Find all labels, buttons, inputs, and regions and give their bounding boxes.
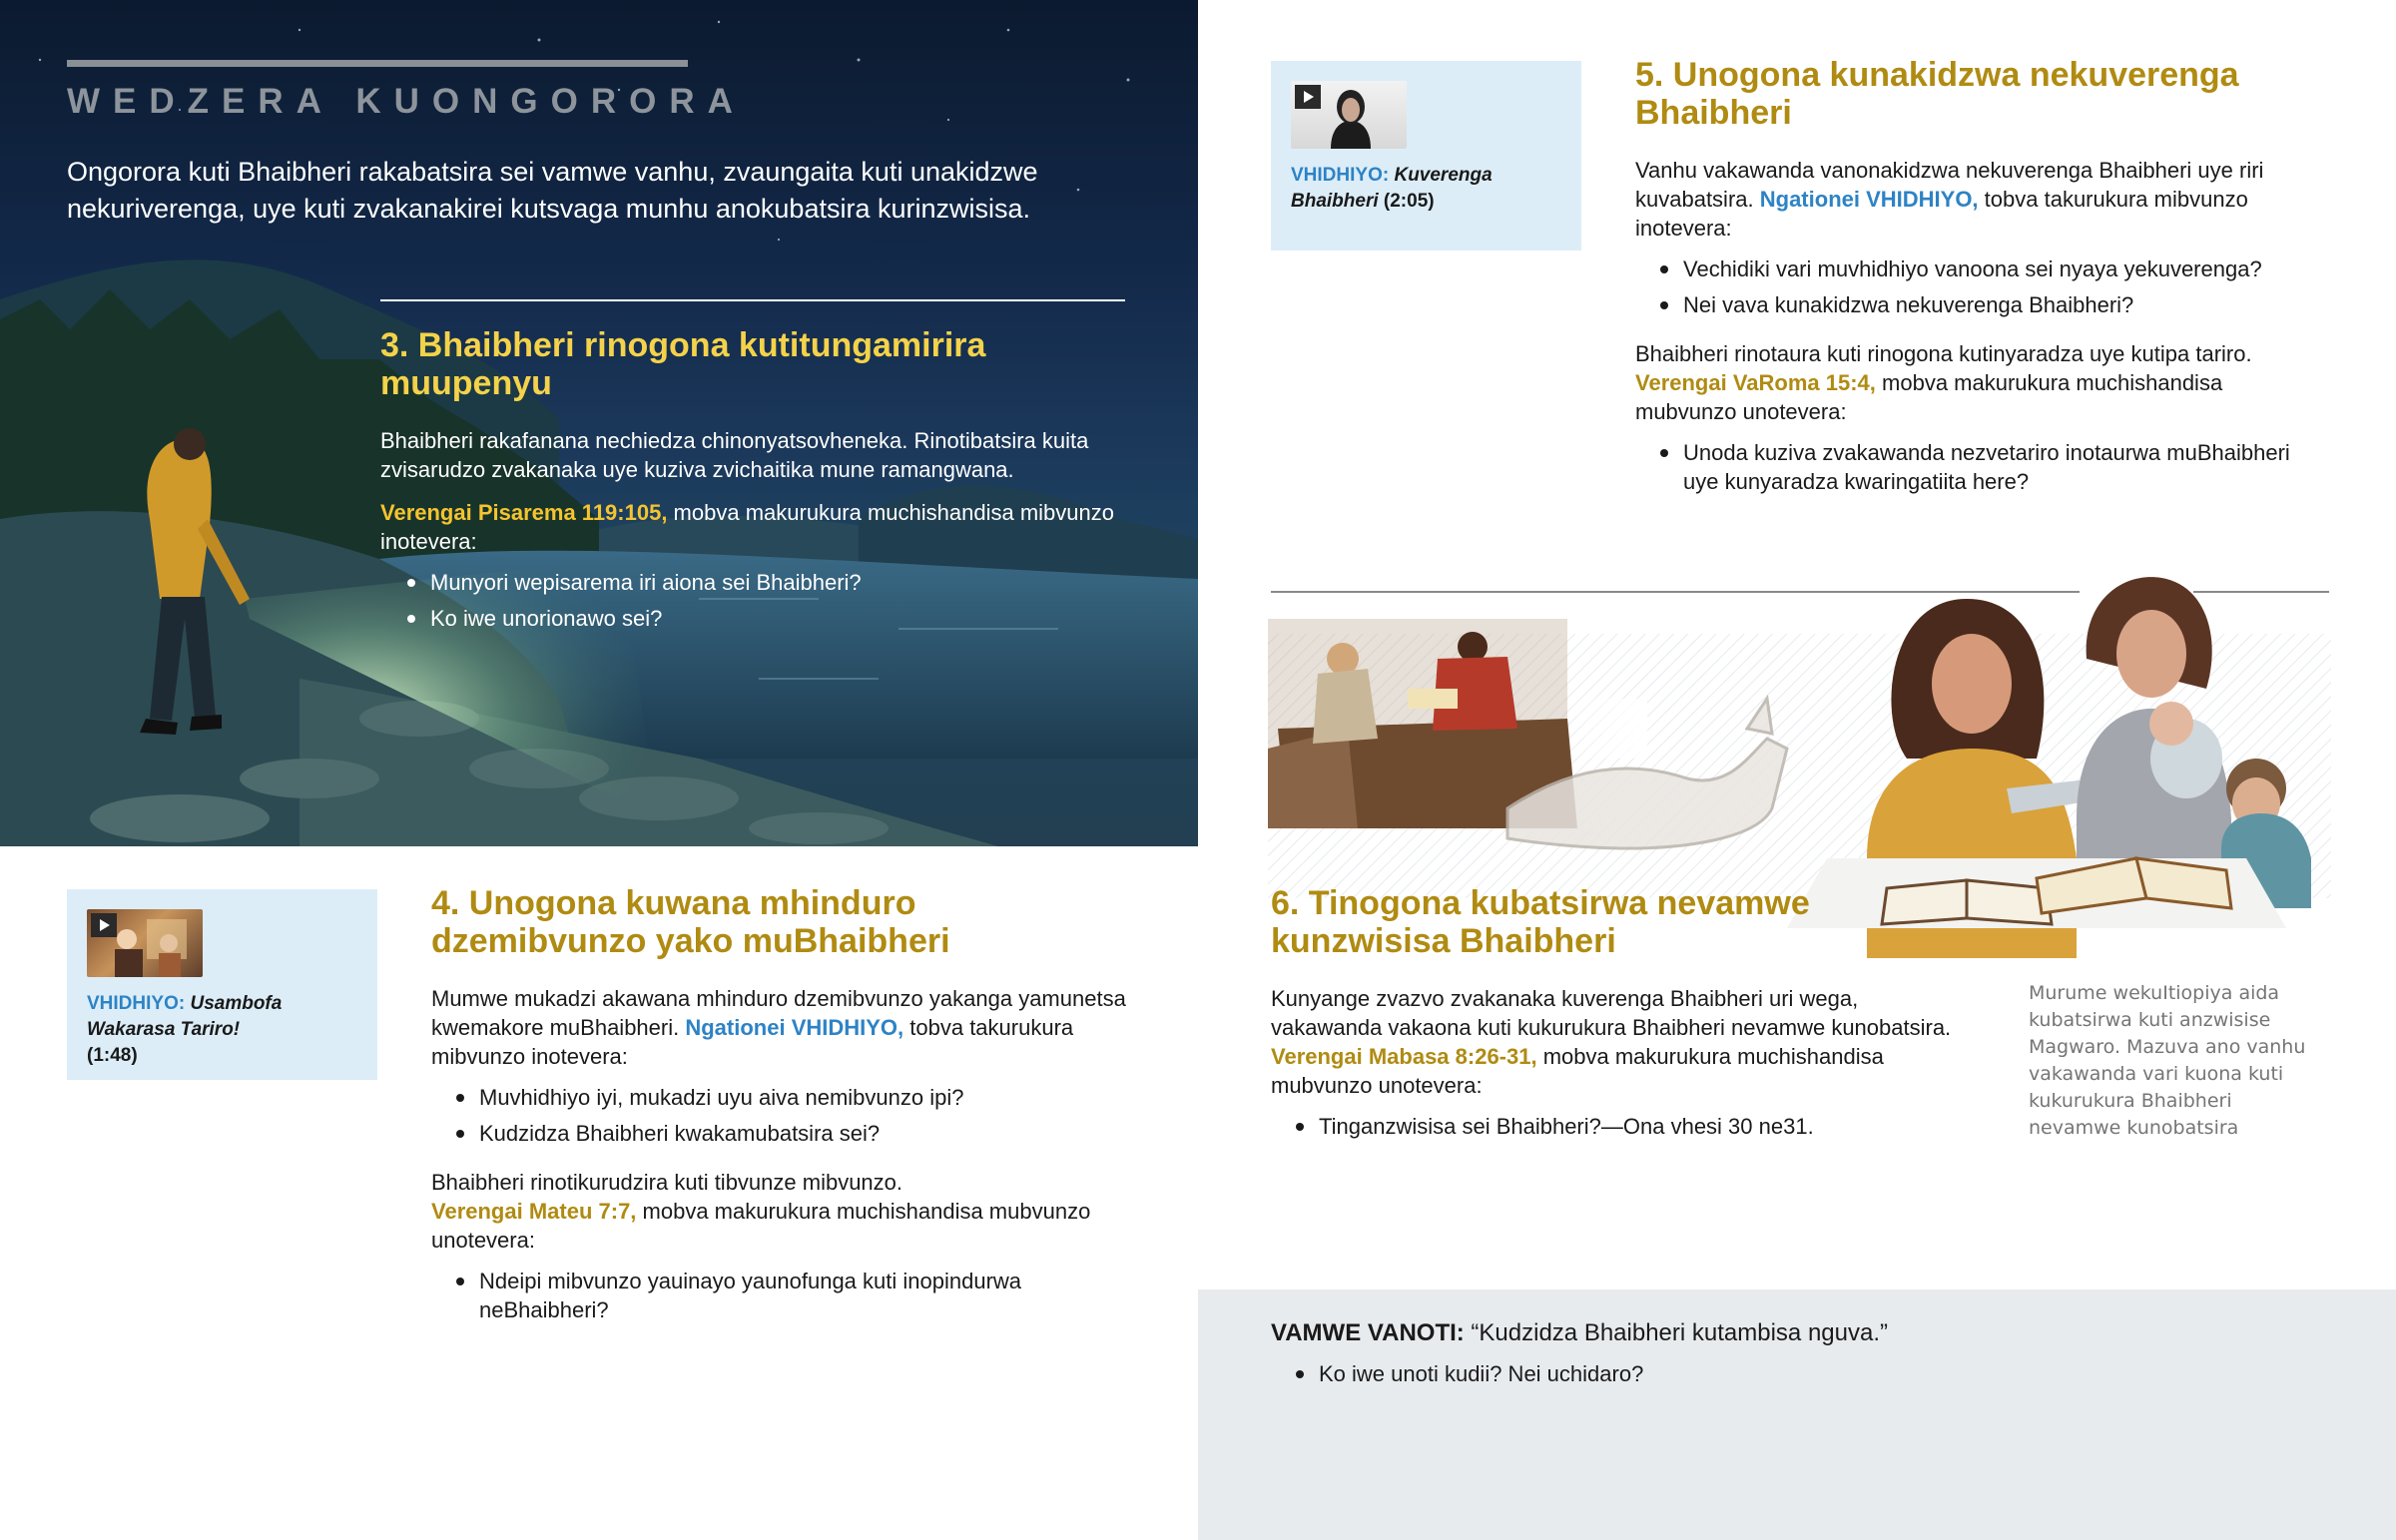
question-item: Unoda kuziva zvakawanda nezvetariro inotaurwa muBhaibheri uye kunyaradza kwaringatiita here? <box>1660 438 2324 496</box>
question-item: Munyori wepisarema iri aiona sei Bhaibheri? <box>407 568 1125 597</box>
section4-body2 <box>431 1168 1130 1255</box>
video-thumbnail[interactable] <box>87 909 203 977</box>
section5-body-rest: tobva takurukura mibvunzo inotevera: <box>1635 187 2248 241</box>
section6-body-text: Kunyange zvazvo zvakanaka kuverenga Bhaibheri uri wega, vakawanda vakaona kuti kukurukura Bhaibheri nevamwe kunobatsira. <box>1271 986 1952 1040</box>
section5-scripture-ref[interactable]: Verengai VaRoma 15:4, <box>1635 370 1876 395</box>
section3-body: Bhaibheri rakafanana nechiedza chinonyatsovheneka. Rinotibatsira kuita zvisarudzo zvakanaka uye kuziva zvichaitika mune ramangwana. <box>380 428 1089 482</box>
play-icon[interactable] <box>1295 85 1321 109</box>
video-thumbnail[interactable] <box>1291 81 1407 149</box>
question-item: Ndeipi mibvunzo yauinayo yaunofunga kuti inopindurwa neBhaibheri? <box>456 1267 1130 1324</box>
others-quote: “Kudzidza Bhaibheri kutambisa nguva.” <box>1464 1319 1888 1346</box>
section6-body <box>1271 984 1970 1100</box>
section4-heading: 4. Unogona kuwana mhinduro dzemibvunzo yako muBhaibheri <box>431 884 950 960</box>
video-duration: (2:05) <box>1383 191 1435 212</box>
section-5 <box>1635 56 2324 503</box>
section5-questions2 <box>1635 438 2324 496</box>
section6-heading: 6. Tinogona kubatsirwa nevamwe kunzwisisa Bhaibheri <box>1271 884 1810 960</box>
section5-body2-text: Bhaibheri rinotaura kuti rinogona kutinyaradza uye kutipa tariro. <box>1635 341 2252 366</box>
section5-questions <box>1635 255 2324 319</box>
others-say <box>1271 1317 2269 1395</box>
section4-scripture-ref[interactable]: Verengai Mateu 7:7, <box>431 1199 637 1224</box>
section3-rule <box>380 299 1125 301</box>
question-item: Muvhidhiyo iyi, mukadzi uyu aiva nemibvunzo ipi? <box>456 1083 1130 1112</box>
section5-body2 <box>1635 339 2324 426</box>
section6-ref-rest: mobva makurukura muchishandisa mubvunzo unotevera: <box>1271 1044 1884 1098</box>
video-label: VHIDHIYO: <box>87 993 186 1014</box>
section5-body <box>1635 156 2324 243</box>
question-item: Kudzidza Bhaibheri kwakamubatsira sei? <box>456 1119 1130 1148</box>
play-icon[interactable] <box>91 913 117 937</box>
question-item: Nei vava kunakidzwa nekuverenga Bhaibheri? <box>1660 290 2324 319</box>
video-box-usambofa[interactable] <box>67 889 377 1080</box>
video-caption <box>87 991 357 1069</box>
question-item: Tinganzwisisa sei Bhaibheri?—Ona vhesi 30 ne31. <box>1296 1112 1970 1141</box>
section4-body-text: Mumwe mukadzi akawana mhinduro dzemibvunzo yakanga yamunetsa kwemakore muBhaibheri. <box>431 986 1126 1040</box>
section4-questions <box>431 1083 1130 1148</box>
section3-questions <box>380 568 1125 633</box>
question-item: Ko iwe unoti kudii? Nei uchidaro? <box>1296 1359 2269 1388</box>
section5-heading: 5. Unogona kunakidzwa nekuverenga Bhaibheri <box>1635 56 2239 132</box>
section6-questions <box>1271 1112 1970 1141</box>
video-duration: (1:48) <box>87 1045 138 1066</box>
video-title[interactable]: Usambofa Wakarasa Tariro! <box>87 993 283 1040</box>
section4-video-link[interactable]: Ngationei VHIDHIYO, <box>685 1015 904 1040</box>
section5-body-text: Vanhu vakawanda vanonakidzwa nekuverenga Bhaibheri uye riri kuvabatsira. <box>1635 158 2264 212</box>
video-box-kuverenga[interactable] <box>1271 61 1581 251</box>
section4-body <box>431 984 1130 1071</box>
section-3 <box>380 326 1125 640</box>
hero-night-scene <box>0 0 1198 846</box>
others-lead <box>1271 1317 2269 1349</box>
section6-scripture-ref[interactable]: Verengai Mabasa 8:26-31, <box>1271 1044 1537 1069</box>
others-label: VAMWE VANOTI: <box>1271 1319 1465 1346</box>
section4-body-rest: tobva takurukura mibvunzo inotevera: <box>431 1015 1074 1069</box>
hero-kicker: WEDZERA KUONGORORA <box>67 82 746 121</box>
video-caption <box>1291 163 1561 215</box>
video-title[interactable]: Kuverenga Bhaibheri <box>1291 165 1493 212</box>
others-questions <box>1271 1359 2269 1388</box>
section3-ref-paragraph <box>380 498 1125 556</box>
hero-rule-bar <box>67 60 688 67</box>
section4-ref-rest: mobva makurukura muchishandisa mubvunzo unotevera: <box>431 1199 1091 1253</box>
section3-ref-rest: mobva makurukura muchishandisa mibvunzo inotevera: <box>380 500 1114 554</box>
illustration-caption: Murume wekuItiopiya aida kubatsirwa kuti anzwisise Magwaro. Mazuva ano vanhu vakawanda vari kuona kuti kukurukura Bhaibheri nevamwe kunobatsira <box>2029 982 2306 1139</box>
section3-heading: 3. Bhaibheri rinogona kutitungamirira muupenyu <box>380 326 986 402</box>
section5-video-link[interactable]: Ngationei VHIDHIYO, <box>1759 187 1979 212</box>
section-4 <box>431 884 1130 1331</box>
video-label: VHIDHIYO: <box>1291 165 1390 186</box>
question-item: Ko iwe unorionawo sei? <box>407 604 1125 633</box>
hero-intro: Ongorora kuti Bhaibheri rakabatsira sei vamwe vanhu, zvaungaita kuti unakidzwe nekuriverenga, uye kuti zvakanakirei kutsvaga munhu anokubatsira kurinzwisisa. <box>67 157 1038 224</box>
section5-ref-rest: mobva makurukura muchishandisa mubvunzo unotevera: <box>1635 370 2223 424</box>
section4-questions2 <box>431 1267 1130 1324</box>
section3-scripture-ref[interactable]: Verengai Pisarema 119:105, <box>380 500 668 525</box>
section-6 <box>1271 884 1970 1148</box>
section4-body2-text: Bhaibheri rinotikurudzira kuti tibvunze mibvunzo. <box>431 1170 903 1195</box>
question-item: Vechidiki vari muvhidhiyo vanoona sei nyaya yekuverenga? <box>1660 255 2324 283</box>
